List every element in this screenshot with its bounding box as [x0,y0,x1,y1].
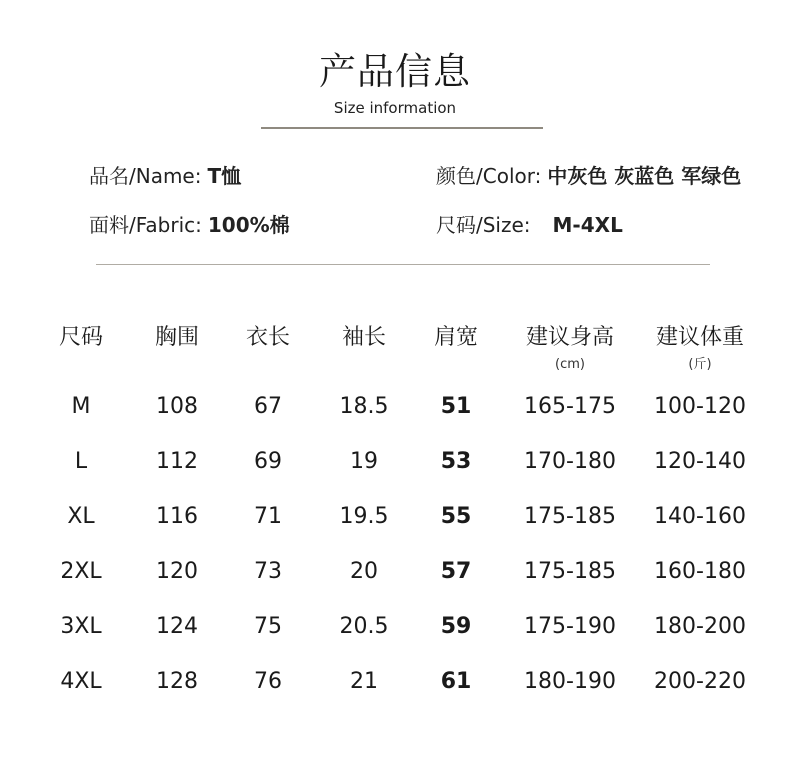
page-subtitle: Size information [333,99,457,117]
table-header-cell: 肩宽 [433,325,478,350]
product-fabric-label: 面料/Fabric: [89,213,202,237]
table-cell: 4XL [60,669,102,694]
table-cell: 128 [156,669,198,694]
table-cell: 120 [156,559,198,584]
product-color-value: 中灰色 灰蓝色 军绿色 [547,164,742,188]
product-color-label: 颜色/Color: [436,164,542,188]
table-cell: 57 [440,559,472,584]
table-cell: 20 [350,559,378,584]
table-cell: 20.5 [339,614,389,639]
table-cell: 67 [254,394,282,419]
section-divider [96,264,710,265]
table-cell: M [71,394,91,419]
table-cell: 180-200 [654,614,746,639]
table-cell: 73 [254,559,282,584]
table-header-cell: 建议体重 [655,325,744,350]
table-cell: 140-160 [654,504,746,529]
table-cell: 18.5 [339,394,389,419]
table-cell: 170-180 [524,449,616,474]
page-header [0,48,790,118]
table-cell: 160-180 [654,559,746,584]
table-header-cell: 胸围 [154,325,199,350]
table-cell: 108 [156,394,198,419]
table-cell: 51 [440,394,472,419]
table-header-cell: 尺码 [58,325,103,350]
table-cell: 19 [350,449,378,474]
table-header-cell: 建议身高 [525,325,614,350]
page-title: 产品信息 [319,50,471,93]
product-name [89,163,241,189]
table-cell: 180-190 [524,669,616,694]
table-cell: 76 [254,669,282,694]
table-cell: XL [67,504,95,529]
table-cell: 2XL [60,559,102,584]
product-size-label: 尺码/Size: [436,213,531,237]
table-cell: 100-120 [654,394,746,419]
table-header-unit: (斤) [688,357,712,372]
table-cell: 61 [440,669,472,694]
table-cell: L [74,449,88,474]
table-cell: 112 [156,449,198,474]
table-header-unit: (cm) [555,357,585,372]
table-cell: 19.5 [339,504,389,529]
table-cell: 175-190 [524,614,616,639]
table-cell: 175-185 [524,504,616,529]
table-cell: 175-185 [524,559,616,584]
table-cell: 59 [440,614,472,639]
product-name-value: T恤 [207,164,242,188]
table-cell: 21 [350,669,378,694]
table-cell: 71 [254,504,282,529]
table-cell: 75 [254,614,282,639]
product-fabric [89,212,290,238]
table-cell: 3XL [60,614,102,639]
product-size-value: M-4XL [552,213,623,237]
title-divider [261,127,543,129]
table-cell: 69 [254,449,282,474]
table-cell: 200-220 [654,669,746,694]
table-cell: 124 [156,614,198,639]
product-size [436,212,623,238]
table-header-cell: 衣长 [245,325,290,350]
product-color [436,163,741,189]
table-cell: 116 [156,504,198,529]
table-header-cell: 袖长 [341,325,386,350]
table-cell: 53 [440,449,472,474]
table-cell: 55 [440,504,472,529]
product-fabric-value: 100%棉 [207,213,290,237]
product-name-label: 品名/Name: [89,164,202,188]
table-cell: 120-140 [654,449,746,474]
table-cell: 165-175 [524,394,616,419]
